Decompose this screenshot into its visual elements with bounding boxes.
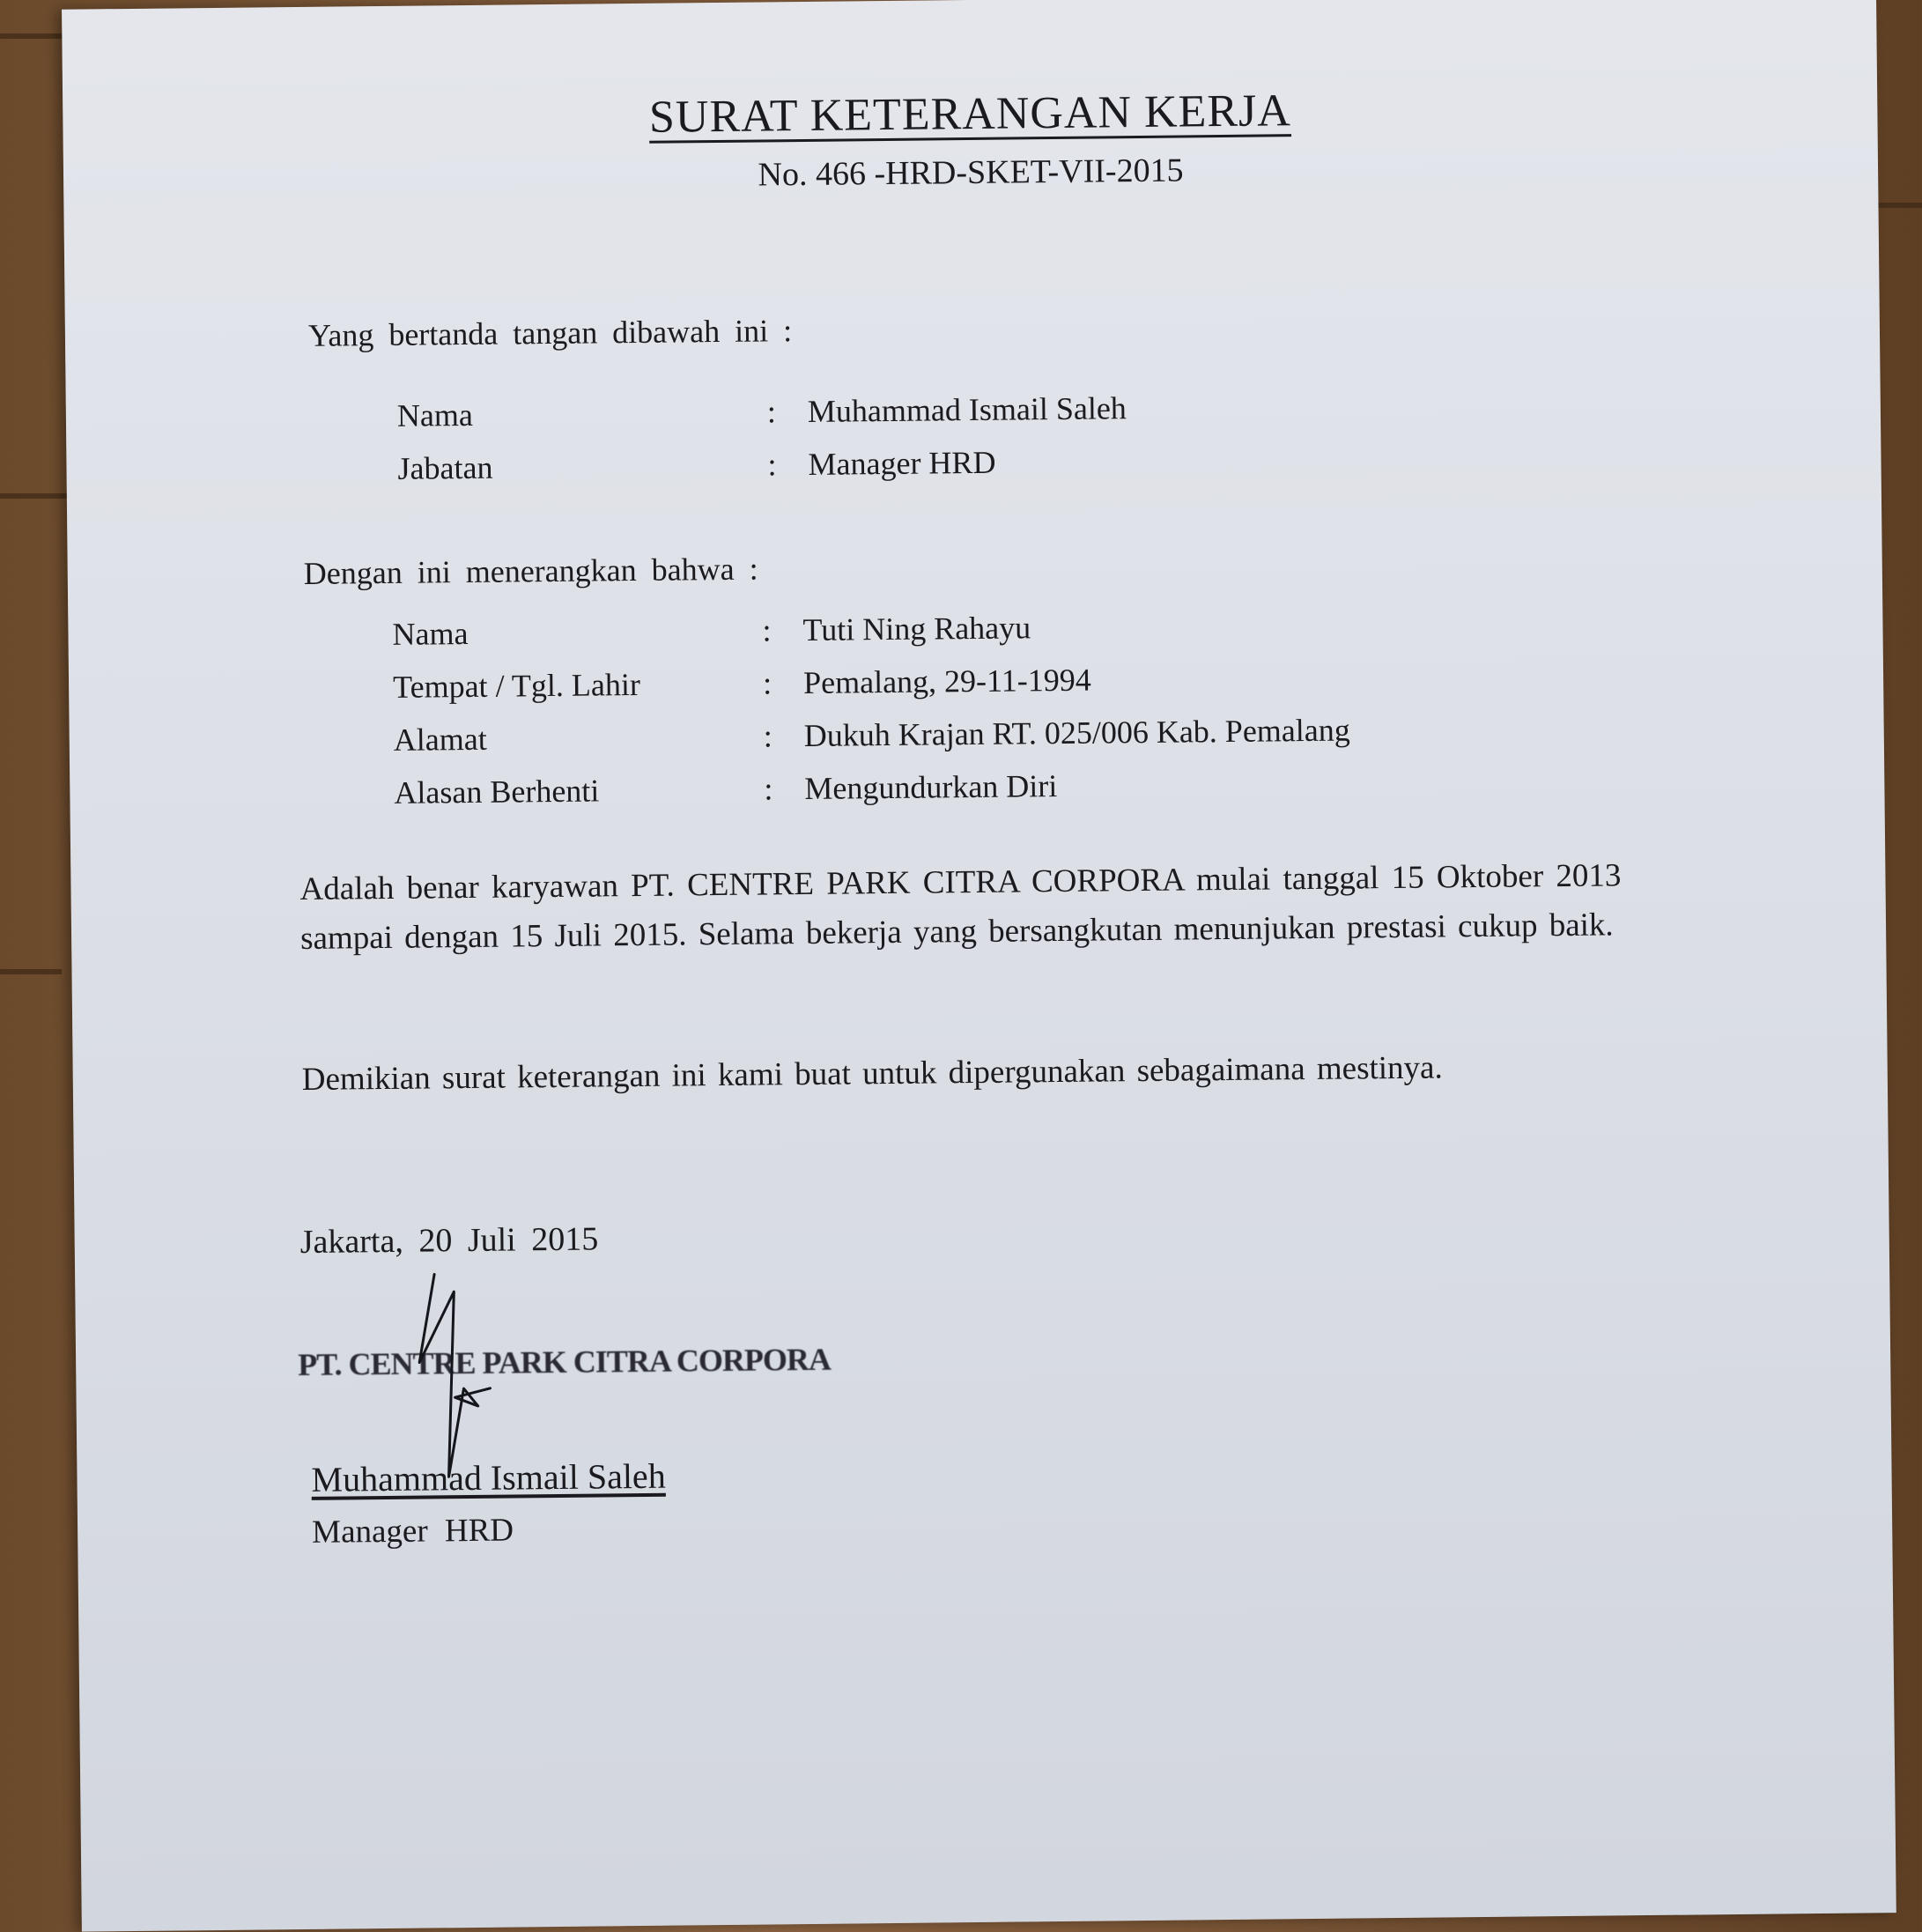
field-colon: : (763, 718, 772, 754)
signer-intro: Yang bertanda tangan dibawah ini : (307, 313, 793, 353)
field-value: Mengundurkan Diri (804, 767, 1058, 807)
field-colon: : (767, 447, 777, 483)
field-label: Alamat (393, 721, 487, 758)
signer-name: Muhammad Ismail Saleh (311, 1455, 666, 1499)
letter-number: No. 466 -HRD-SKET-VII-2015 (758, 152, 1184, 194)
field-label: Nama (396, 396, 474, 433)
field-colon: : (766, 394, 777, 430)
field-value: Muhammad Ismail Saleh (807, 390, 1127, 429)
wood-seam-4 (0, 969, 62, 974)
body-paragraph: Adalah benar karyawan PT. CENTRE PARK CITRA CORPORA mulai tanggal 15 Oktober 2013 sampai dengan 15 Juli 2015. Selama bekerja yang bersangkutan menunjukan prestasi cukup baik. (299, 857, 1622, 958)
letter-content (62, 0, 1896, 1932)
field-colon: : (764, 771, 773, 807)
signer-position: Manager HRD (311, 1512, 514, 1551)
subject-intro: Dengan ini menerangkan bahwa : (303, 551, 758, 591)
field-value: Tuti Ning Rahayu (802, 610, 1031, 648)
closing-paragraph: Demikian surat keterangan ini kami buat untuk dipergunakan sebagaimana mestinya. (301, 1049, 1443, 1098)
wood-seam-2 (0, 493, 70, 499)
field-label: Nama (392, 615, 469, 652)
field-colon: : (762, 665, 772, 701)
field-label: Alasan Berhenti (394, 773, 600, 811)
company-stamp: PT. CENTRE PARK CITRA CORPORA (297, 1341, 832, 1383)
letter-title: SURAT KETERANGAN KERJA (648, 85, 1292, 143)
place-date: Jakarta, 20 Juli 2015 (299, 1220, 599, 1262)
field-label: Jabatan (397, 449, 493, 486)
field-colon: : (762, 612, 772, 648)
field-value: Manager HRD (808, 444, 996, 482)
signature-mark (392, 1255, 571, 1486)
wood-seam-1 (0, 33, 70, 39)
letter-paper (62, 0, 1896, 1932)
field-value: Dukuh Krajan RT. 025/006 Kab. Pemalang (803, 712, 1350, 754)
field-label: Tempat / Tgl. Lahir (392, 666, 641, 705)
field-value: Pemalang, 29-11-1994 (802, 662, 1091, 701)
